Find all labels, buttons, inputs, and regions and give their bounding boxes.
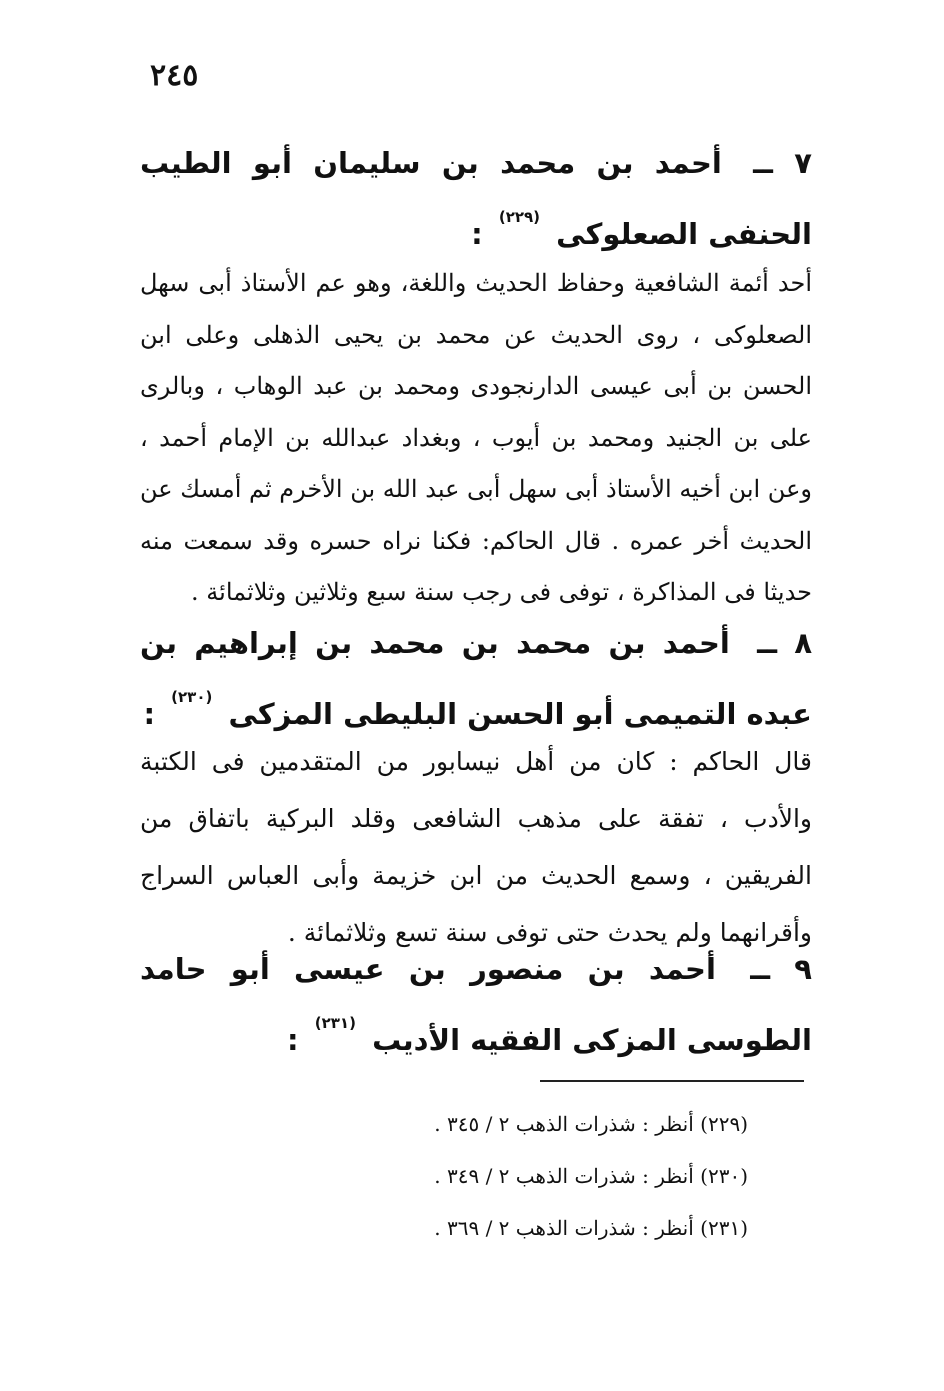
entry-name: أحمد بن محمد بن سليمان أبو الطيب الحنفى الصعلوكى bbox=[140, 146, 812, 251]
entry-heading-7 bbox=[140, 136, 812, 261]
footnote-separator bbox=[540, 1080, 804, 1082]
entry-body-8: قال الحاكم : كان من أهل نيسابور من المتقدمين فى الكتبة والأدب ، تفقة على مذهب الشافعى وقلد البركية باتفاق من الفريقين ، وسمع الحديث من ابن خزيمة وأبى العباس السراج وأقرانهما ولم يحدث حتى توفى سنة تسع وثلاثمائة . bbox=[140, 747, 812, 947]
entry-colon: : bbox=[143, 697, 156, 731]
entry-heading-9 bbox=[140, 942, 812, 1067]
footnote-ref: (٢٢٩) bbox=[498, 208, 541, 226]
footnote-ref: (٢٣١) bbox=[314, 1014, 356, 1032]
entry-body-7: أحد أئمة الشافعية وحفاظ الحديث واللغة، وهو عم الأستاذ أبى سهل الصعلوكى ، روى الحديث عن محمد بن يحيى الذهلى وعلى ابن الحسن بن أبى عيسى الدارنجودى ومحمد بن عبد الوهاب ، وبالرى على بن الجنيد ومحمد بن أيوب ، وبغداد عبدالله بن الإمام أحمد ، وعن ابن أخيه الأستاذ أبى سهل أبى عبد الله بن الأخرم ثم أمسك عن الحديث أخر عمره . قال الحاكم: فكنا نراه حسره وقد سمعت منه حديثا فى المذاكرة ، توفى فى رجب سنة سبع وثلاثين وثلاثمائة . bbox=[140, 269, 812, 606]
entry-number: ٩ ــ bbox=[750, 952, 812, 986]
page-number: ٢٤٥ bbox=[150, 58, 199, 93]
entry-heading-8 bbox=[140, 616, 812, 741]
entry-number: ٧ ــ bbox=[753, 146, 812, 180]
entry-number: ٨ ــ bbox=[757, 626, 813, 660]
footnote-231: (٢٣١) أنظر : شذرات الذهب ٢ / ٣٦٩ . bbox=[434, 1216, 748, 1240]
entry-name: أحمد بن منصور بن عيسى أبو حامد الطوسى المزكى الفقيه الأديب bbox=[140, 952, 812, 1057]
footnote-229: (٢٢٩) أنظر : شذرات الذهب ٢ / ٣٤٥ . bbox=[434, 1112, 748, 1136]
footnote-230: (٢٣٠) أنظر : شذرات الذهب ٢ / ٣٤٩ . bbox=[434, 1164, 748, 1188]
entry-colon: : bbox=[287, 1023, 299, 1057]
footnotes bbox=[360, 1098, 748, 1254]
footnote-ref: (٢٣٠) bbox=[171, 688, 213, 706]
entry-colon: : bbox=[471, 217, 483, 251]
entry-name: أحمد بن محمد بن محمد بن إبراهيم بن عبده التميمى أبو الحسن البليطى المزكى bbox=[140, 626, 812, 731]
